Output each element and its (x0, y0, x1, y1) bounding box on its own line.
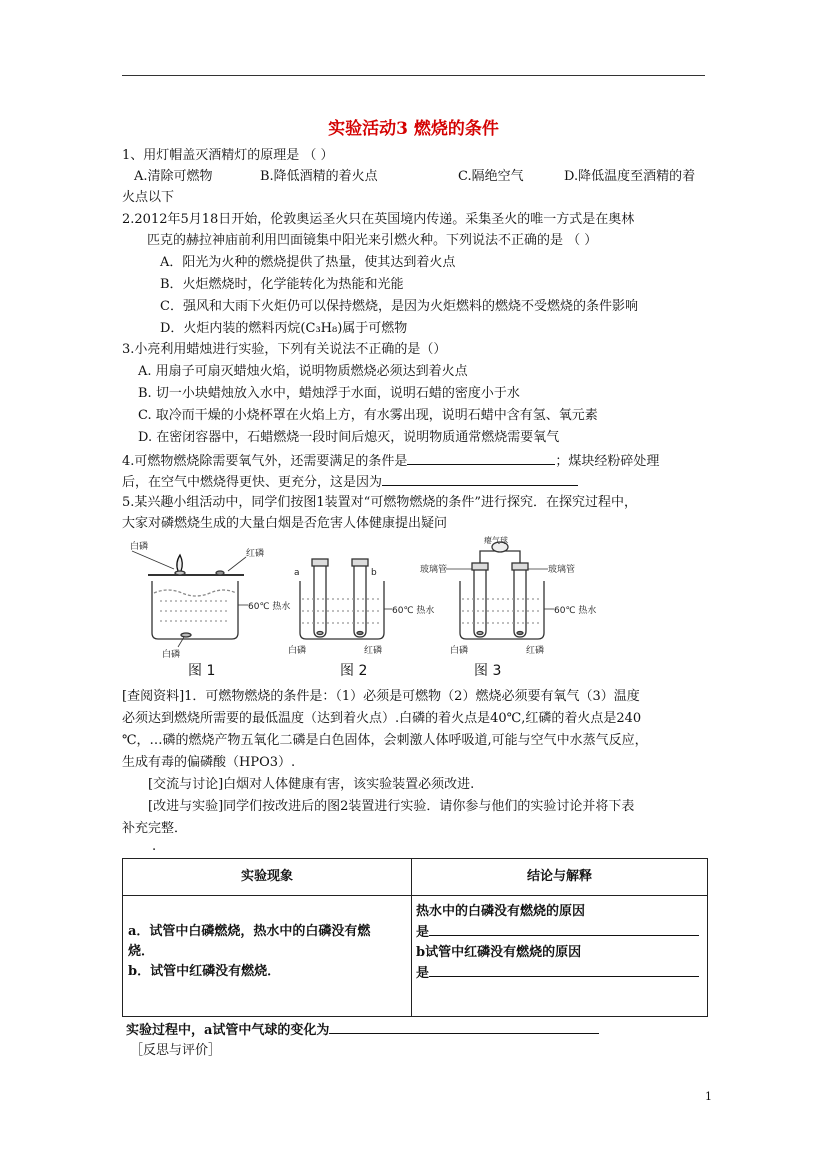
table-cell-conclusion (412, 896, 708, 1017)
fig2-label-red-phosphorus: 红磷 (364, 646, 383, 656)
table-head-conclusion: 结论与解释 (412, 859, 708, 896)
q4-line-1 (122, 451, 659, 471)
info-dot: . (152, 839, 157, 854)
fig2-label-b: b (371, 568, 377, 578)
q2-option-d: D．火炬内装的燃料丙烷(C₃H₈)属于可燃物 (160, 321, 408, 336)
fig3-label-hot-water: 60℃ 热水 (554, 606, 597, 616)
fig2-label-a: a (294, 568, 300, 578)
info-line-3: ℃，…磷的燃烧产物五氧化二磷是白色固体，会刺激人体呼吸道,可能与空气中水蒸气反应， (122, 733, 648, 748)
fig2-label-hot-water: 60℃ 热水 (392, 606, 435, 616)
q2-stem-2: 匹克的赫拉神庙前利用凹面镜集中阳光来引燃火种。下列说法不正确的是 （ ） (147, 233, 598, 248)
con-b-blank[interactable] (429, 963, 699, 977)
table-header-row (123, 859, 708, 896)
fig2-label-white-phosphorus: 白磷 (288, 646, 307, 656)
q3-option-a: A. 用扇子可扇灭蜡烛火焰，说明物质燃烧必须达到着火点 (138, 364, 468, 379)
q4-part-1: 4.可燃物燃烧除需要氧气外，还需要满足的条件是 (122, 454, 408, 469)
info-line-1: [查阅资料]1．可燃物燃烧的条件是：（1）必须是可燃物（2）燃烧必须要有氧气（3）温度 (122, 689, 640, 704)
table-cell-observation (123, 896, 412, 1017)
q1-stem: 1、用灯帽盖灭酒精灯的原理是 （ ） (122, 148, 334, 163)
q3-stem: 3.小亮利用蜡烛进行实验，下列有关说法不正确的是（） (122, 342, 447, 357)
con-b-line-2 (416, 963, 707, 984)
q5-line-2: 大家对磷燃烧生成的大量白烟是否危害人体健康提出疑问 (122, 516, 448, 531)
info-line-5: [交流与讨论]白烟对人体健康有害，该实验装置必须改进. (148, 777, 475, 792)
con-a-line-2 (416, 922, 707, 943)
fig1-label-hot-water: 60℃ 热水 (248, 602, 291, 612)
header-rule (122, 75, 705, 76)
q3-option-c: C. 取冷而干燥的小烧杯罩在火焰上方，有水雾出现，说明石蜡中含有氢、氧元素 (138, 408, 598, 423)
fig3-label-tube-left: 玻璃管 (420, 565, 448, 575)
info-line-2: 必须达到燃烧所需要的最低温度（达到着火点）.白磷的着火点是40℃,红磷的着火点是240 (122, 711, 642, 726)
experiment-figures (128, 535, 598, 680)
fig1-label-red-phosphorus: 红磷 (246, 549, 265, 559)
info-line-4: 生成有毒的偏磷酸（HPO3）. (122, 755, 296, 770)
obs-b: b．试管中红磷没有燃烧． (128, 964, 281, 979)
q2-option-a: A．阳光为火种的燃烧提供了热量，使其达到着火点 (160, 255, 456, 270)
after-line-2: ［反思与评价］ (130, 1043, 222, 1058)
figure-1-apparatus (132, 551, 248, 647)
con-a-label: 是 (416, 925, 430, 940)
q3-option-b: B. 切一小块蜡烛放入水中，蜡烛浮于水面，说明石蜡的密度小于水 (138, 386, 520, 401)
q3-option-d: D. 在密闭容器中，石蜡燃烧一段时间后熄灭，说明物质通常燃烧需要氧气 (138, 430, 560, 445)
q1-option-b: B.降低酒精的着火点 (260, 169, 378, 184)
after-balloon-prompt: 实验过程中，a试管中气球的变化为 (126, 1023, 330, 1038)
results-table (122, 858, 708, 1017)
fig1-label-white-phosphorus: 白磷 (130, 542, 149, 552)
figure-3-caption: 图 3 (474, 663, 502, 679)
fig3-label-white-phosphorus: 白磷 (450, 646, 469, 656)
fig3-label-balloon: 瘪气球 (484, 536, 508, 545)
q4-part-3: 后，在空气中燃烧得更快、更充分，这是因为 (122, 475, 383, 490)
q4-part-2: ；煤块经粉碎处理 (555, 454, 660, 469)
q2-option-b: B．火炬燃烧时，化学能转化为热能和光能 (160, 277, 404, 292)
info-line-7: 补充完整． (122, 821, 188, 836)
table-head-observation: 实验现象 (123, 859, 412, 896)
q1-option-a: A.清除可燃物 (134, 169, 213, 184)
figure-1-caption: 图 1 (188, 663, 216, 679)
obs-a-line-1: a．试管中白磷燃烧，热水中的白磷没有燃 (128, 924, 371, 939)
table-row (123, 896, 708, 1017)
obs-a-line-2: 烧． (128, 944, 155, 959)
after-balloon-blank[interactable] (329, 1020, 599, 1034)
con-b-label: 是 (416, 966, 430, 981)
fig3-label-red-phosphorus: 红磷 (526, 646, 545, 656)
page-number: 1 (705, 1090, 712, 1103)
q4-blank-2[interactable] (382, 472, 578, 486)
q4-blank-1[interactable] (407, 451, 555, 465)
q2-option-c: C．强风和大雨下火炬仍可以保持燃烧，是因为火炬燃料的燃烧不受燃烧的条件影响 (160, 299, 638, 314)
document-title: 实验活动3 燃烧的条件 (328, 119, 499, 139)
figure-2-apparatus (300, 559, 392, 639)
q1-option-d-cont: 火点以下 (122, 190, 175, 205)
figure-3-apparatus (446, 542, 554, 639)
con-b-line-1: b试管中红磷没有燃烧的原因 (416, 945, 582, 960)
q5-line-1: 5.某兴趣小组活动中，同学们按图1装置对“可燃物燃烧的条件”进行探究．在探究过程中， (122, 495, 637, 510)
q1-option-c: C.隔绝空气 (458, 169, 524, 184)
q2-stem-1: 2.2012年5月18日开始，伦敦奥运圣火只在英国境内传递。采集圣火的唯一方式是在奥林 (122, 212, 635, 227)
con-a-line-1: 热水中的白磷没有燃烧的原因 (416, 904, 586, 919)
after-line-1 (126, 1020, 599, 1040)
info-line-6: [改进与实验]同学们按改进后的图2装置进行实验．请你参与他们的实验讨论并将下表 (148, 799, 635, 814)
q4-line-2 (122, 472, 578, 492)
figure-2-caption: 图 2 (340, 663, 368, 679)
con-a-blank[interactable] (429, 922, 699, 936)
q1-option-d: D.降低温度至酒精的着 (564, 169, 696, 184)
fig1-label-bottom: 白磷 (162, 650, 181, 660)
fig3-label-tube-right: 玻璃管 (548, 565, 576, 575)
